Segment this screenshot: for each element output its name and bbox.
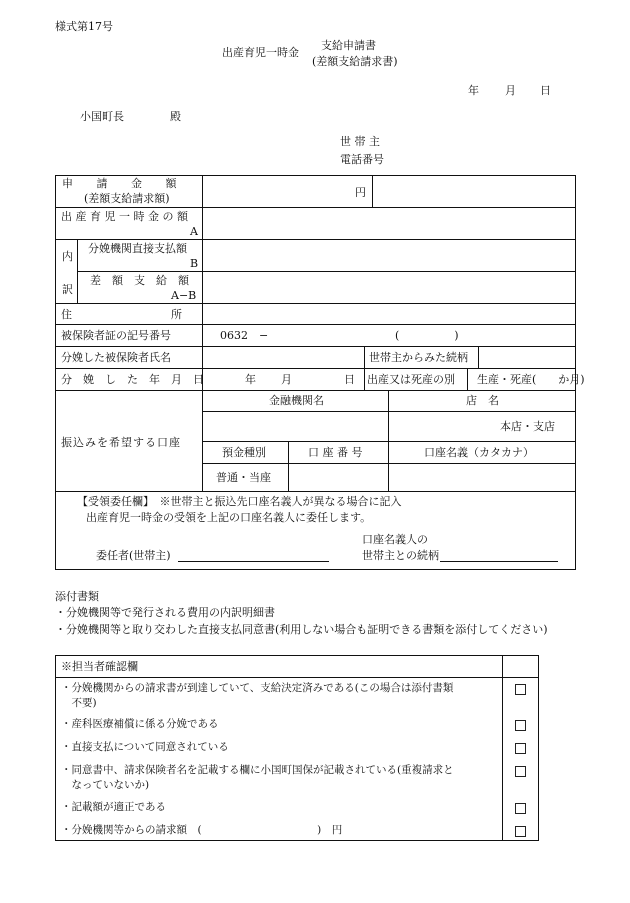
honorific: 殿	[170, 110, 181, 123]
mark-ab: A−B	[171, 289, 197, 302]
check-item-2: ・産科医療補償に係る分娩である	[61, 718, 219, 730]
request-amount-label: 申 請 金 額	[62, 177, 177, 190]
insurance-no-field[interactable]	[280, 326, 390, 344]
checkbox-3[interactable]	[515, 743, 526, 754]
birth-year: 年	[245, 373, 256, 386]
check-item-3: ・直接支払について同意されている	[61, 741, 229, 753]
delegation-title: 【受領委任欄】 ※世帯主と振込先口座名義人が異なる場合に記入	[77, 495, 402, 508]
staff-check-title: ※担当者確認欄	[61, 660, 138, 673]
attachment-item-2: ・分娩機関等と取り交わした直接支払同意書(利用しない場合も証明できる書類を添付してください)	[55, 623, 548, 636]
lump-sum-label: 出 産 育 児 一 時 金 の 額	[61, 210, 188, 223]
insurance-no-prefix: 0632 −	[220, 329, 269, 342]
diff-pay-label: 差 額 支 給 額	[90, 274, 189, 287]
birth-type-label: 出産又は死産の別	[367, 373, 455, 386]
attachments-title: 添付書類	[55, 590, 99, 603]
bank-name-label: 金融機関名	[269, 394, 324, 407]
checkbox-2[interactable]	[515, 720, 526, 731]
insured-name-field[interactable]	[204, 348, 362, 366]
date-year: 年	[468, 84, 479, 97]
holder-relation-underline[interactable]	[440, 561, 558, 562]
checkbox-5[interactable]	[515, 803, 526, 814]
check-item-4a: ・同意書中、請求保険者名を記載する欄に小国町国保が記載されている(重複請求と	[61, 764, 454, 776]
birth-day: 日	[344, 373, 355, 386]
address-field[interactable]	[204, 305, 572, 323]
addressee: 小国町長	[80, 110, 124, 123]
form-title-line1: 支給申請書	[321, 39, 376, 52]
address-label: 住 所	[61, 308, 182, 321]
request-amount-sub: (差額支給請求額)	[84, 192, 170, 205]
request-amount-field[interactable]	[204, 177, 350, 205]
check-item-1b: 不要)	[61, 697, 97, 709]
holder-label-2: 世帯主との続柄	[362, 549, 439, 562]
account-no-field[interactable]	[290, 465, 386, 489]
check-item-4b: なっていないか)	[61, 779, 150, 791]
lump-sum-field[interactable]	[204, 209, 572, 237]
checkbox-4[interactable]	[515, 766, 526, 777]
delegation-text: 出産育児一時金の受領を上記の口座名義人に委任します。	[86, 511, 372, 524]
bank-section-label: 振込みを希望する口座	[61, 436, 181, 449]
attachment-item-1: ・分娩機関等で発行される費用の内訳明細書	[55, 606, 275, 619]
deposit-type-value[interactable]: 普通・当座	[216, 471, 271, 484]
date-month: 月	[505, 84, 516, 97]
birth-type-value[interactable]: 生産・死産( か月)	[477, 373, 585, 386]
mark-a: A	[190, 225, 198, 238]
delegator-label: 委任者(世帯主)	[96, 549, 171, 562]
form-number: 様式第17号	[55, 20, 113, 33]
checkbox-1[interactable]	[515, 684, 526, 695]
relation-label: 世帯主からみた続柄	[369, 351, 468, 364]
diff-pay-field[interactable]	[204, 273, 572, 301]
birth-month: 月	[281, 373, 292, 386]
insurance-no-label: 被保険者証の記号番号	[61, 329, 171, 342]
direct-pay-field[interactable]	[204, 241, 572, 269]
relation-field[interactable]	[480, 348, 572, 366]
yen-unit: 円	[355, 186, 366, 199]
form-title-line2: (差額支給請求書)	[312, 55, 398, 68]
insured-name-label: 分娩した被保険者氏名	[61, 351, 171, 364]
checkbox-6[interactable]	[515, 826, 526, 837]
deposit-type-label: 預金種別	[222, 446, 266, 459]
breakdown-label-2: 訳	[62, 283, 73, 296]
delegator-underline[interactable]	[178, 561, 329, 562]
account-holder-label: 口座名義（カタカナ）	[424, 446, 534, 459]
holder-label-1: 口座名義人の	[362, 533, 428, 546]
mark-b: B	[190, 257, 199, 270]
insurance-no-paren: ( )	[395, 329, 459, 342]
branch-label: 店 名	[466, 394, 499, 407]
account-no-label: 口 座 番 号	[308, 446, 363, 459]
date-day: 日	[540, 84, 551, 97]
account-holder-field[interactable]	[390, 465, 572, 489]
form-title-left: 出産育児一時金	[222, 46, 299, 59]
householder-label: 世 帯 主	[340, 135, 380, 148]
check-item-5: ・記載額が適正である	[61, 801, 166, 813]
check-item-1a: ・分娩機関からの請求書が到達していて、支給決定済みである(この場合は添付書類	[61, 682, 454, 694]
branch-options[interactable]: 本店・支店	[500, 420, 555, 433]
phone-label: 電話番号	[340, 153, 384, 166]
direct-pay-label: 分娩機関直接支払額	[88, 242, 187, 255]
bank-name-field[interactable]	[204, 413, 386, 439]
check-item-6: ・分娩機関等からの請求額 ( ) 円	[61, 824, 343, 836]
breakdown-label-1: 内	[62, 250, 73, 263]
birth-date-label: 分 娩 し た 年 月 日	[61, 373, 204, 386]
